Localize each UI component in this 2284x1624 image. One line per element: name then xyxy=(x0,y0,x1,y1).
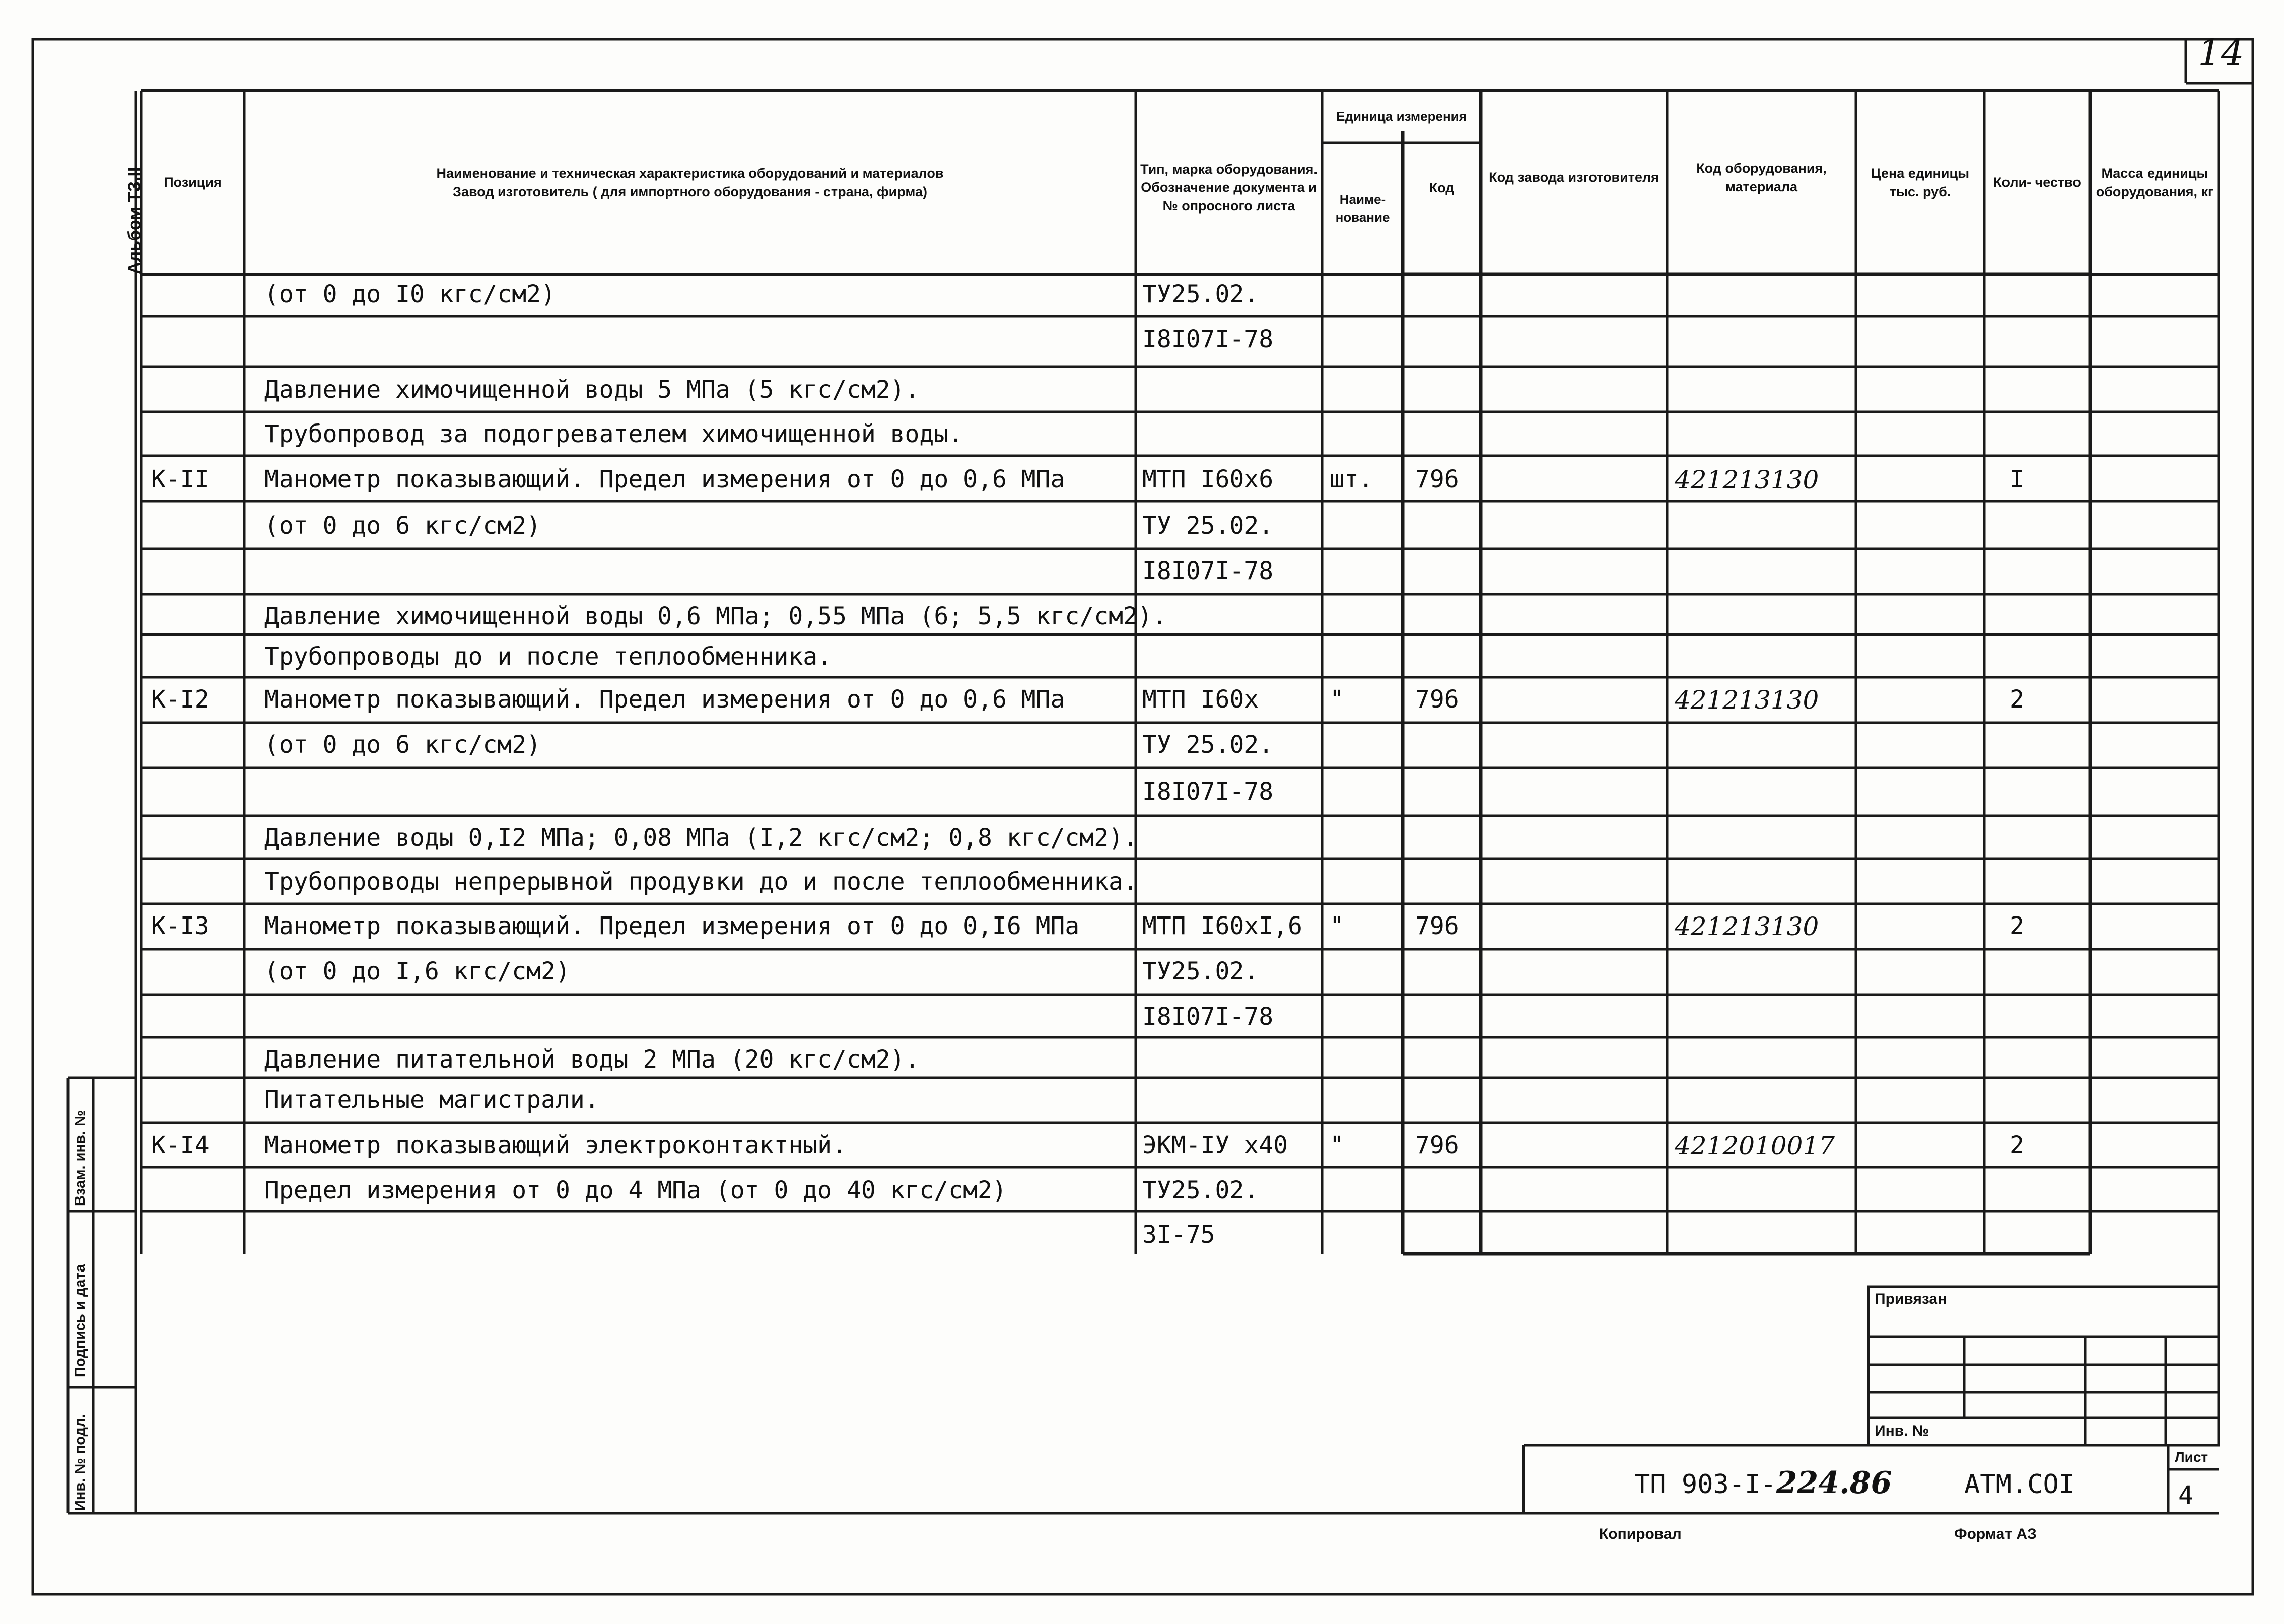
row-type: МТП I60х xyxy=(1142,685,1259,714)
row-type: I8I07I-78 xyxy=(1142,325,1274,354)
handwritten-sheet-number: 14 xyxy=(2198,31,2244,74)
album-label: Альбом ТЗ.II xyxy=(125,167,144,274)
row-name: (от 0 до I0 кгс/см2) xyxy=(264,280,556,308)
list-number: 4 xyxy=(2178,1480,2194,1510)
row-unit-code: 796 xyxy=(1415,912,1459,940)
row-name: Давление химочищенной воды 0,6 МПа; 0,55 МПа (6; 5,5 кгс/см2). xyxy=(264,602,1167,630)
row-name: Давление питательной воды 2 МПа (20 кгс/см2). xyxy=(264,1045,920,1074)
stamp-inv-no: Инв. № xyxy=(1875,1423,1929,1439)
side-label-vzam: Взам. инв. № xyxy=(72,1110,88,1206)
side-label-inv-podl: Инв. № подл. xyxy=(72,1414,88,1511)
row-name: Манометр показывающий. Предел измерения от 0 до 0,6 МПа xyxy=(264,465,1065,493)
row-type: ТУ25.02. xyxy=(1142,1176,1259,1205)
row-unit-code: 796 xyxy=(1415,685,1459,714)
header-type: Тип, марка оборудования. Обозначение документа и № опросного листа xyxy=(1140,161,1318,214)
header-unit-code: Код xyxy=(1429,180,1455,195)
row-type: ТУ25.02. xyxy=(1142,957,1259,985)
row-unit-code: 796 xyxy=(1415,1131,1459,1159)
row-qty: 2 xyxy=(2010,1131,2024,1159)
row-type: ТУ 25.02. xyxy=(1142,731,1274,759)
row-type: 3I-75 xyxy=(1142,1221,1215,1249)
row-name: (от 0 до I,6 кгс/см2) xyxy=(264,957,570,985)
row-position: К-I3 xyxy=(151,912,210,940)
header-factory-code: Код завода изготовителя xyxy=(1489,170,1659,185)
row-position: К-I2 xyxy=(151,685,210,714)
list-label: Лист xyxy=(2175,1449,2208,1465)
stamp-privyazan: Привязан xyxy=(1875,1291,1947,1307)
row-qty: I xyxy=(2010,465,2024,493)
row-name: Трубопроводы непрерывной продувки до и после теплообменника. xyxy=(264,868,1138,896)
row-type: МТП I60х6 xyxy=(1142,465,1274,493)
row-qty: 2 xyxy=(2010,685,2024,714)
header-price: Цена единицы тыс. руб. xyxy=(1871,166,1970,199)
row-name: Манометр показывающий. Предел измерения от 0 до 0,6 МПа xyxy=(264,685,1065,714)
doc-code: ТП 903-I-224.86 xyxy=(1634,1465,1892,1501)
row-unit: " xyxy=(1330,685,1344,714)
header-unit: Единица измерения xyxy=(1336,108,1467,124)
header-qty: Коли- чество xyxy=(1993,175,2081,190)
row-unit: " xyxy=(1330,912,1344,940)
header-unit-name: Наиме- нование xyxy=(1335,191,1390,225)
row-type: ЭКМ-IУ х40 xyxy=(1142,1131,1288,1159)
row-type: МТП I60хI,6 xyxy=(1142,912,1302,940)
row-name: (от 0 до 6 кгс/см2) xyxy=(264,512,541,540)
row-equip-code: 421213130 xyxy=(1675,685,1819,715)
row-name: Давление химочищенной воды 5 МПа (5 кгс/см2). xyxy=(264,376,920,404)
row-name: Питательные магистрали. xyxy=(264,1086,599,1114)
row-equip-code: 421213130 xyxy=(1675,912,1819,941)
header-equip-code: Код оборудования, материала xyxy=(1696,161,1827,194)
row-name: Манометр показывающий электроконтактный. xyxy=(264,1131,847,1159)
header-mass: Масса единицы оборудования, кг xyxy=(2096,166,2214,199)
row-unit: шт. xyxy=(1330,465,1373,493)
row-position: К-II xyxy=(151,465,210,493)
row-position: К-I4 xyxy=(151,1131,210,1159)
row-name: Предел измерения от 0 до 4 МПа (от 0 до 40 кгс/см2) xyxy=(264,1176,1007,1205)
header-name: Наименование и техническая характеристика оборудований и материалов Завод изготовитель ( для импортного оборудования - страна, фирма) xyxy=(436,166,944,199)
row-type: ТУ 25.02. xyxy=(1142,512,1274,540)
row-type: I8I07I-78 xyxy=(1142,1003,1274,1031)
row-name: Трубопровод за подогревателем химочищенной воды. xyxy=(264,420,963,448)
row-type: ТУ25.02. xyxy=(1142,280,1259,308)
row-name: Давление воды 0,I2 МПа; 0,08 МПа (I,2 кгс/см2; 0,8 кгс/см2). xyxy=(264,824,1138,852)
sheet-code: АТМ.СОI xyxy=(1964,1469,2075,1500)
row-name: (от 0 до 6 кгс/см2) xyxy=(264,731,541,759)
row-qty: 2 xyxy=(2010,912,2024,940)
footer-format: Формат АЗ xyxy=(1954,1526,2037,1542)
row-unit-code: 796 xyxy=(1415,465,1459,493)
row-type: I8I07I-78 xyxy=(1142,557,1274,585)
row-name: Трубопроводы до и после теплообменника. xyxy=(264,643,833,671)
footer-kopiroval: Копировал xyxy=(1599,1526,1682,1542)
row-unit: " xyxy=(1330,1131,1344,1159)
row-equip-code: 4212010017 xyxy=(1675,1131,1835,1160)
row-equip-code: 421213130 xyxy=(1675,465,1819,495)
row-type: I8I07I-78 xyxy=(1142,778,1274,806)
row-name: Манометр показывающий. Предел измерения от 0 до 0,I6 МПа xyxy=(264,912,1080,940)
side-label-podpis: Подпись и дата xyxy=(72,1264,88,1377)
header-position: Позиция xyxy=(164,175,222,190)
